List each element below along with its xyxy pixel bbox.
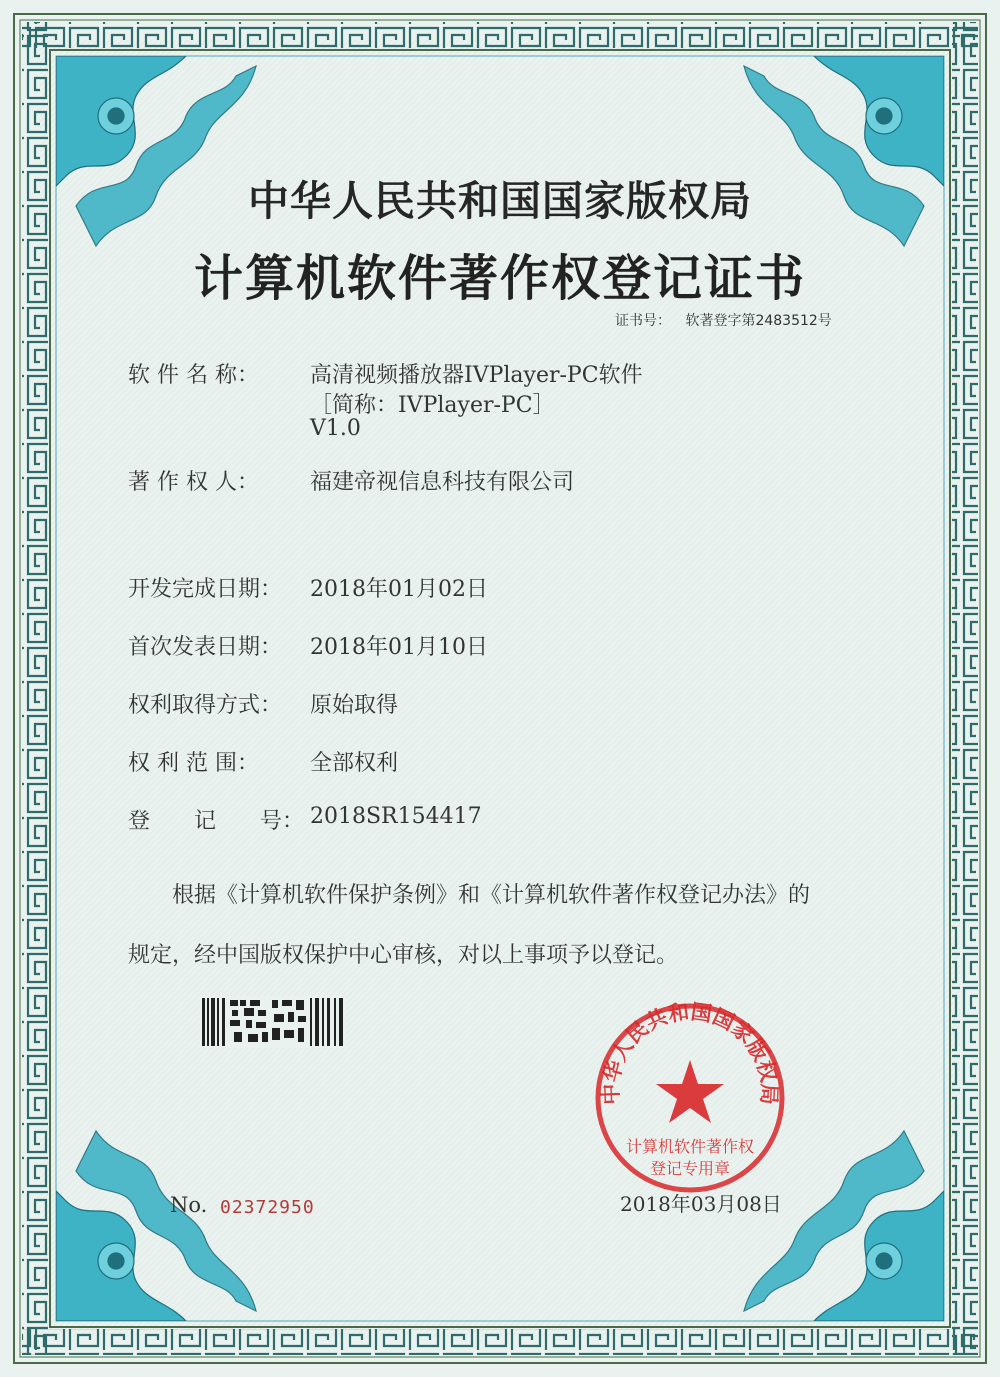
software-version: V1.0 <box>310 416 361 441</box>
pub-date-label: 首次发表日期： <box>128 635 283 660</box>
owner-label: 著 作 权 人： <box>128 470 259 495</box>
barcode-image <box>200 996 346 1048</box>
dev-date-label: 开发完成日期： <box>128 577 283 602</box>
scope-label: 权 利 范 围： <box>128 751 259 776</box>
dev-date-value: 2018年01月02日 <box>310 577 488 602</box>
statement-line2: 规定，经中国版权保护中心审核，对以上事项予以登记。 <box>128 943 679 968</box>
serial-number-label: No. <box>170 1193 208 1217</box>
seal-center-line1: 计算机软件著作权 <box>625 1137 755 1156</box>
certificate-number <box>615 310 832 330</box>
scope-value: 全部权利 <box>310 751 399 776</box>
seal-ring-text: 中华人民共和国国家版权局 <box>598 999 782 1106</box>
certificate-number-label: 证书号： <box>615 313 671 329</box>
acquire-label: 权利取得方式： <box>128 693 283 718</box>
official-seal <box>590 998 790 1198</box>
certificate-number-value: 软著登字第2483512号 <box>685 313 832 329</box>
seal-center-line2: 登记专用章 <box>649 1159 731 1178</box>
software-name-line1: 高清视频播放器IVPlayer-PC软件 <box>310 363 643 388</box>
certificate-title: 计算机软件著作权登记证书 <box>193 250 806 307</box>
registration-number-value: 2018SR154417 <box>310 804 482 829</box>
serial-number-value: 02372950 <box>220 1197 315 1218</box>
pub-date-value: 2018年01月10日 <box>310 635 488 660</box>
software-name-line2: ［简称：IVPlayer-PC］ <box>310 393 555 418</box>
issue-date: 2018年03月08日 <box>620 1192 782 1216</box>
registration-number-label: 登 记 号： <box>128 809 305 834</box>
acquire-value: 原始取得 <box>310 693 399 718</box>
owner-value: 福建帝视信息科技有限公司 <box>310 470 575 495</box>
software-name-label: 软 件 名 称： <box>128 363 259 388</box>
statement-line1: 根据《计算机软件保护条例》和《计算机软件著作权登记办法》的 <box>172 883 811 908</box>
issuing-authority: 中华人民共和国国家版权局 <box>248 177 752 225</box>
